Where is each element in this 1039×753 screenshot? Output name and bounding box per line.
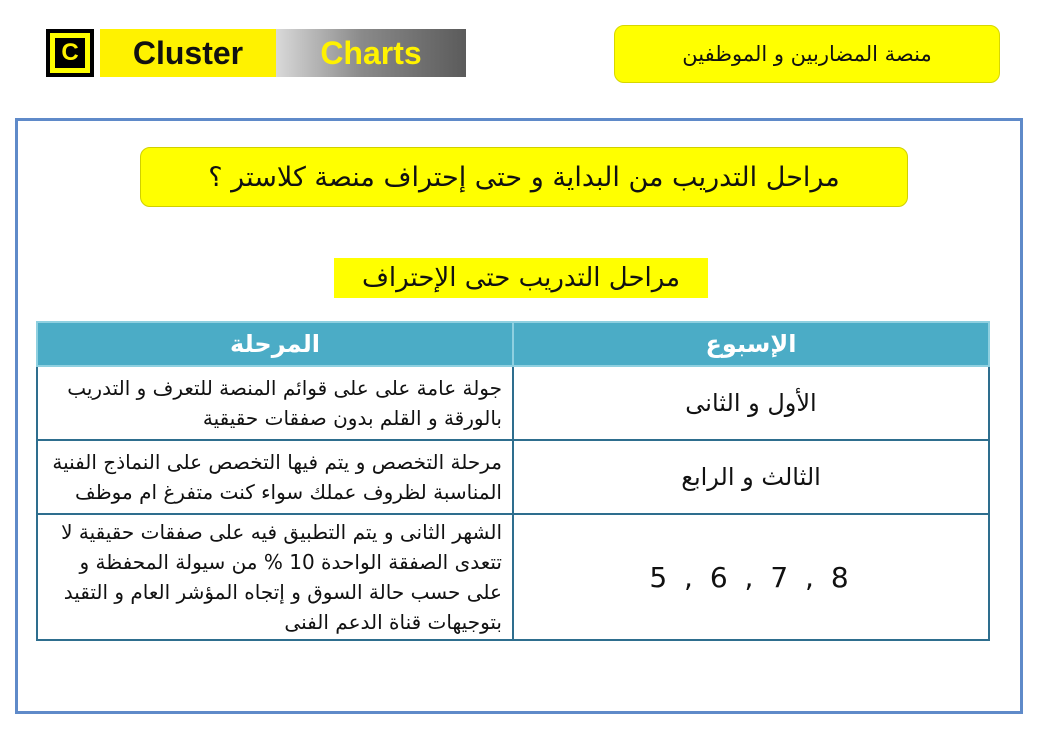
logo-word-cluster: Cluster	[100, 29, 276, 77]
header-week: الإسبوع	[513, 322, 989, 366]
header-stage: المرحلة	[37, 322, 513, 366]
table-header-row	[37, 322, 989, 366]
table-row	[37, 366, 989, 440]
table-row	[37, 440, 989, 514]
logo-letter: C	[55, 38, 85, 68]
row-week: 5 , 6 , 7 , 8	[513, 514, 989, 640]
row-stage: مرحلة التخصص و يتم فيها التخصص على النماذج الفنية المناسبة لظروف عملك سواء كنت متفرغ ام موظف	[37, 440, 513, 514]
table-row	[37, 514, 989, 640]
logo-word-charts: Charts	[276, 29, 466, 77]
row-week: الثالث و الرابع	[513, 440, 989, 514]
section-title: مراحل التدريب حتى الإحتراف	[334, 258, 708, 298]
row-week: الأول و الثانى	[513, 366, 989, 440]
row-stage: الشهر الثانى و يتم التطبيق فيه على صفقات حقيقية لا تتعدى الصفقة الواحدة 10 % من سيولة المحفظة و على حسب حالة السوق و إتجاه المؤشر العام و التقيد بتوجيهات قناة الدعم الفنى	[37, 514, 513, 640]
main-title: مراحل التدريب من البداية و حتى إحتراف منصة كلاستر ؟	[140, 147, 908, 207]
logo-letter-box	[46, 29, 94, 77]
row-stage: جولة عامة على على قوائم المنصة للتعرف و التدريب بالورقة و القلم بدون صفقات حقيقية	[37, 366, 513, 440]
cluster-charts-logo	[46, 29, 466, 77]
training-stages-table	[36, 321, 990, 641]
platform-tag: منصة المضاربين و الموظفين	[614, 25, 1000, 83]
